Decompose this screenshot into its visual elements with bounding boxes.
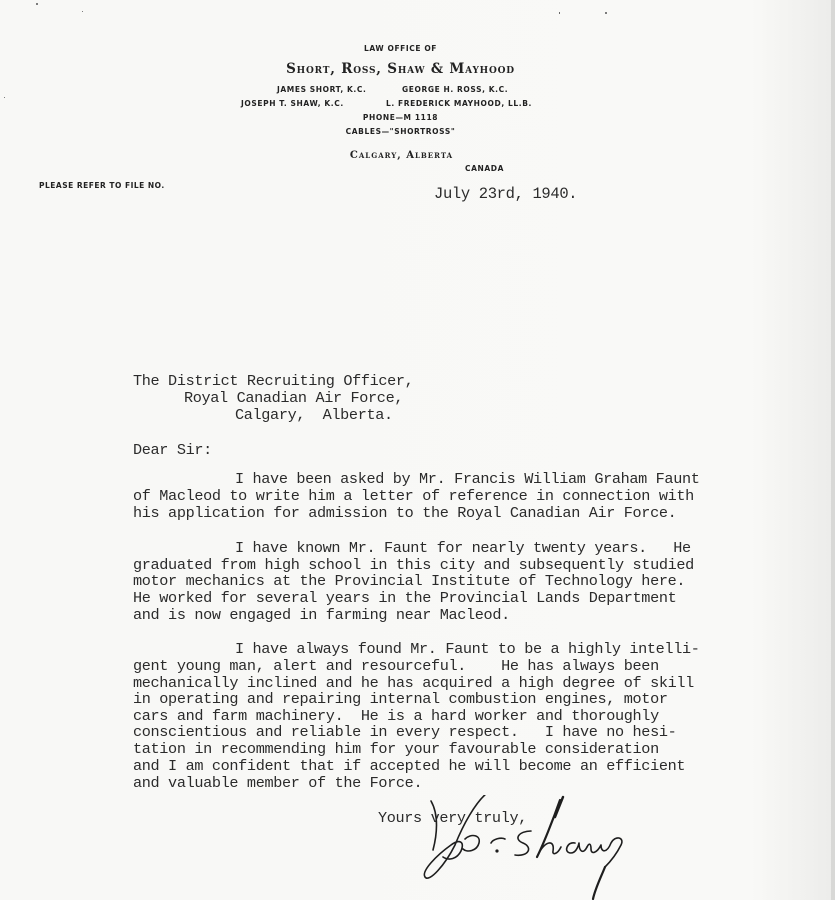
paragraph-line: motor mechanics at the Provincial Institute of Technology here. [133, 572, 686, 590]
paragraph-line: in operating and repairing internal combustion engines, motor [133, 690, 668, 708]
letterhead-cables: CABLES—"SHORTROSS" [345, 127, 456, 136]
letter-date: July 23rd, 1940. [434, 185, 578, 203]
recipient-line-3: Calgary, Alberta. [235, 406, 393, 424]
paragraph-line: I have always found Mr. Faunt to be a highly intelli- [235, 640, 700, 658]
paragraph-line: and I am confident that if accepted he will become an efficient [133, 757, 686, 775]
file-reference-label: PLEASE REFER TO FILE NO. [39, 181, 165, 190]
letterhead-city: Calgary, Alberta [349, 150, 454, 161]
letterhead-firm-name: Short, Ross, Shaw & Mayhood [286, 61, 515, 77]
scan-speck [605, 12, 607, 14]
paragraph-line: of Macleod to write him a letter of reference in connection with [133, 487, 694, 505]
partner-frederick-mayhood: L. FREDERICK MAYHOOD, LL.B. [386, 99, 532, 108]
paragraph-line: graduated from high school in this city and subsequently studied [133, 556, 694, 574]
paragraph-line: I have been asked by Mr. Francis William Graham Faunt [235, 470, 700, 488]
scan-speck [82, 11, 83, 12]
scan-speck [4, 97, 5, 98]
paragraph-line: tation in recommending him for your favourable consideration [133, 740, 659, 758]
recipient-line-2: Royal Canadian Air Force, [184, 389, 404, 407]
paragraph-line: mechanically inclined and he has acquired a high degree of skill [133, 674, 694, 692]
partner-joseph-shaw: JOSEPH T. SHAW, K.C. [241, 99, 344, 108]
paragraph-line: his application for admission to the Royal Canadian Air Force. [133, 504, 677, 522]
partner-george-ross: GEORGE H. ROSS, K.C. [402, 85, 509, 94]
scan-edge [831, 0, 835, 900]
paragraph-line: gent young man, alert and resourceful. He has always been [133, 657, 659, 675]
letterhead-law-office-of: LAW OFFICE OF [363, 44, 438, 53]
paragraph-line: conscientious and reliable in every respect. I have no hesi- [133, 723, 677, 741]
closing: Yours very truly, [378, 809, 527, 827]
paragraph-line: cars and farm machinery. He is a hard worker and thoroughly [133, 707, 659, 725]
salutation: Dear Sir: [133, 441, 212, 459]
paragraph-line: and is now engaged in farming near Macleod. [133, 606, 510, 624]
paragraph-line: I have known Mr. Faunt for nearly twenty years. He [235, 539, 691, 557]
partner-james-short: JAMES SHORT, K.C. [277, 85, 367, 94]
scan-speck [559, 12, 560, 14]
paragraph-line: and valuable member of the Force. [133, 774, 423, 792]
letterhead-country: CANADA [465, 164, 505, 173]
letterhead-phone: PHONE—M 1118 [362, 113, 439, 122]
handwritten-signature [415, 795, 655, 900]
recipient-line-1: The District Recruiting Officer, [133, 372, 414, 390]
scan-speck [36, 3, 38, 5]
paragraph-line: He worked for several years in the Provincial Lands Department [133, 589, 677, 607]
